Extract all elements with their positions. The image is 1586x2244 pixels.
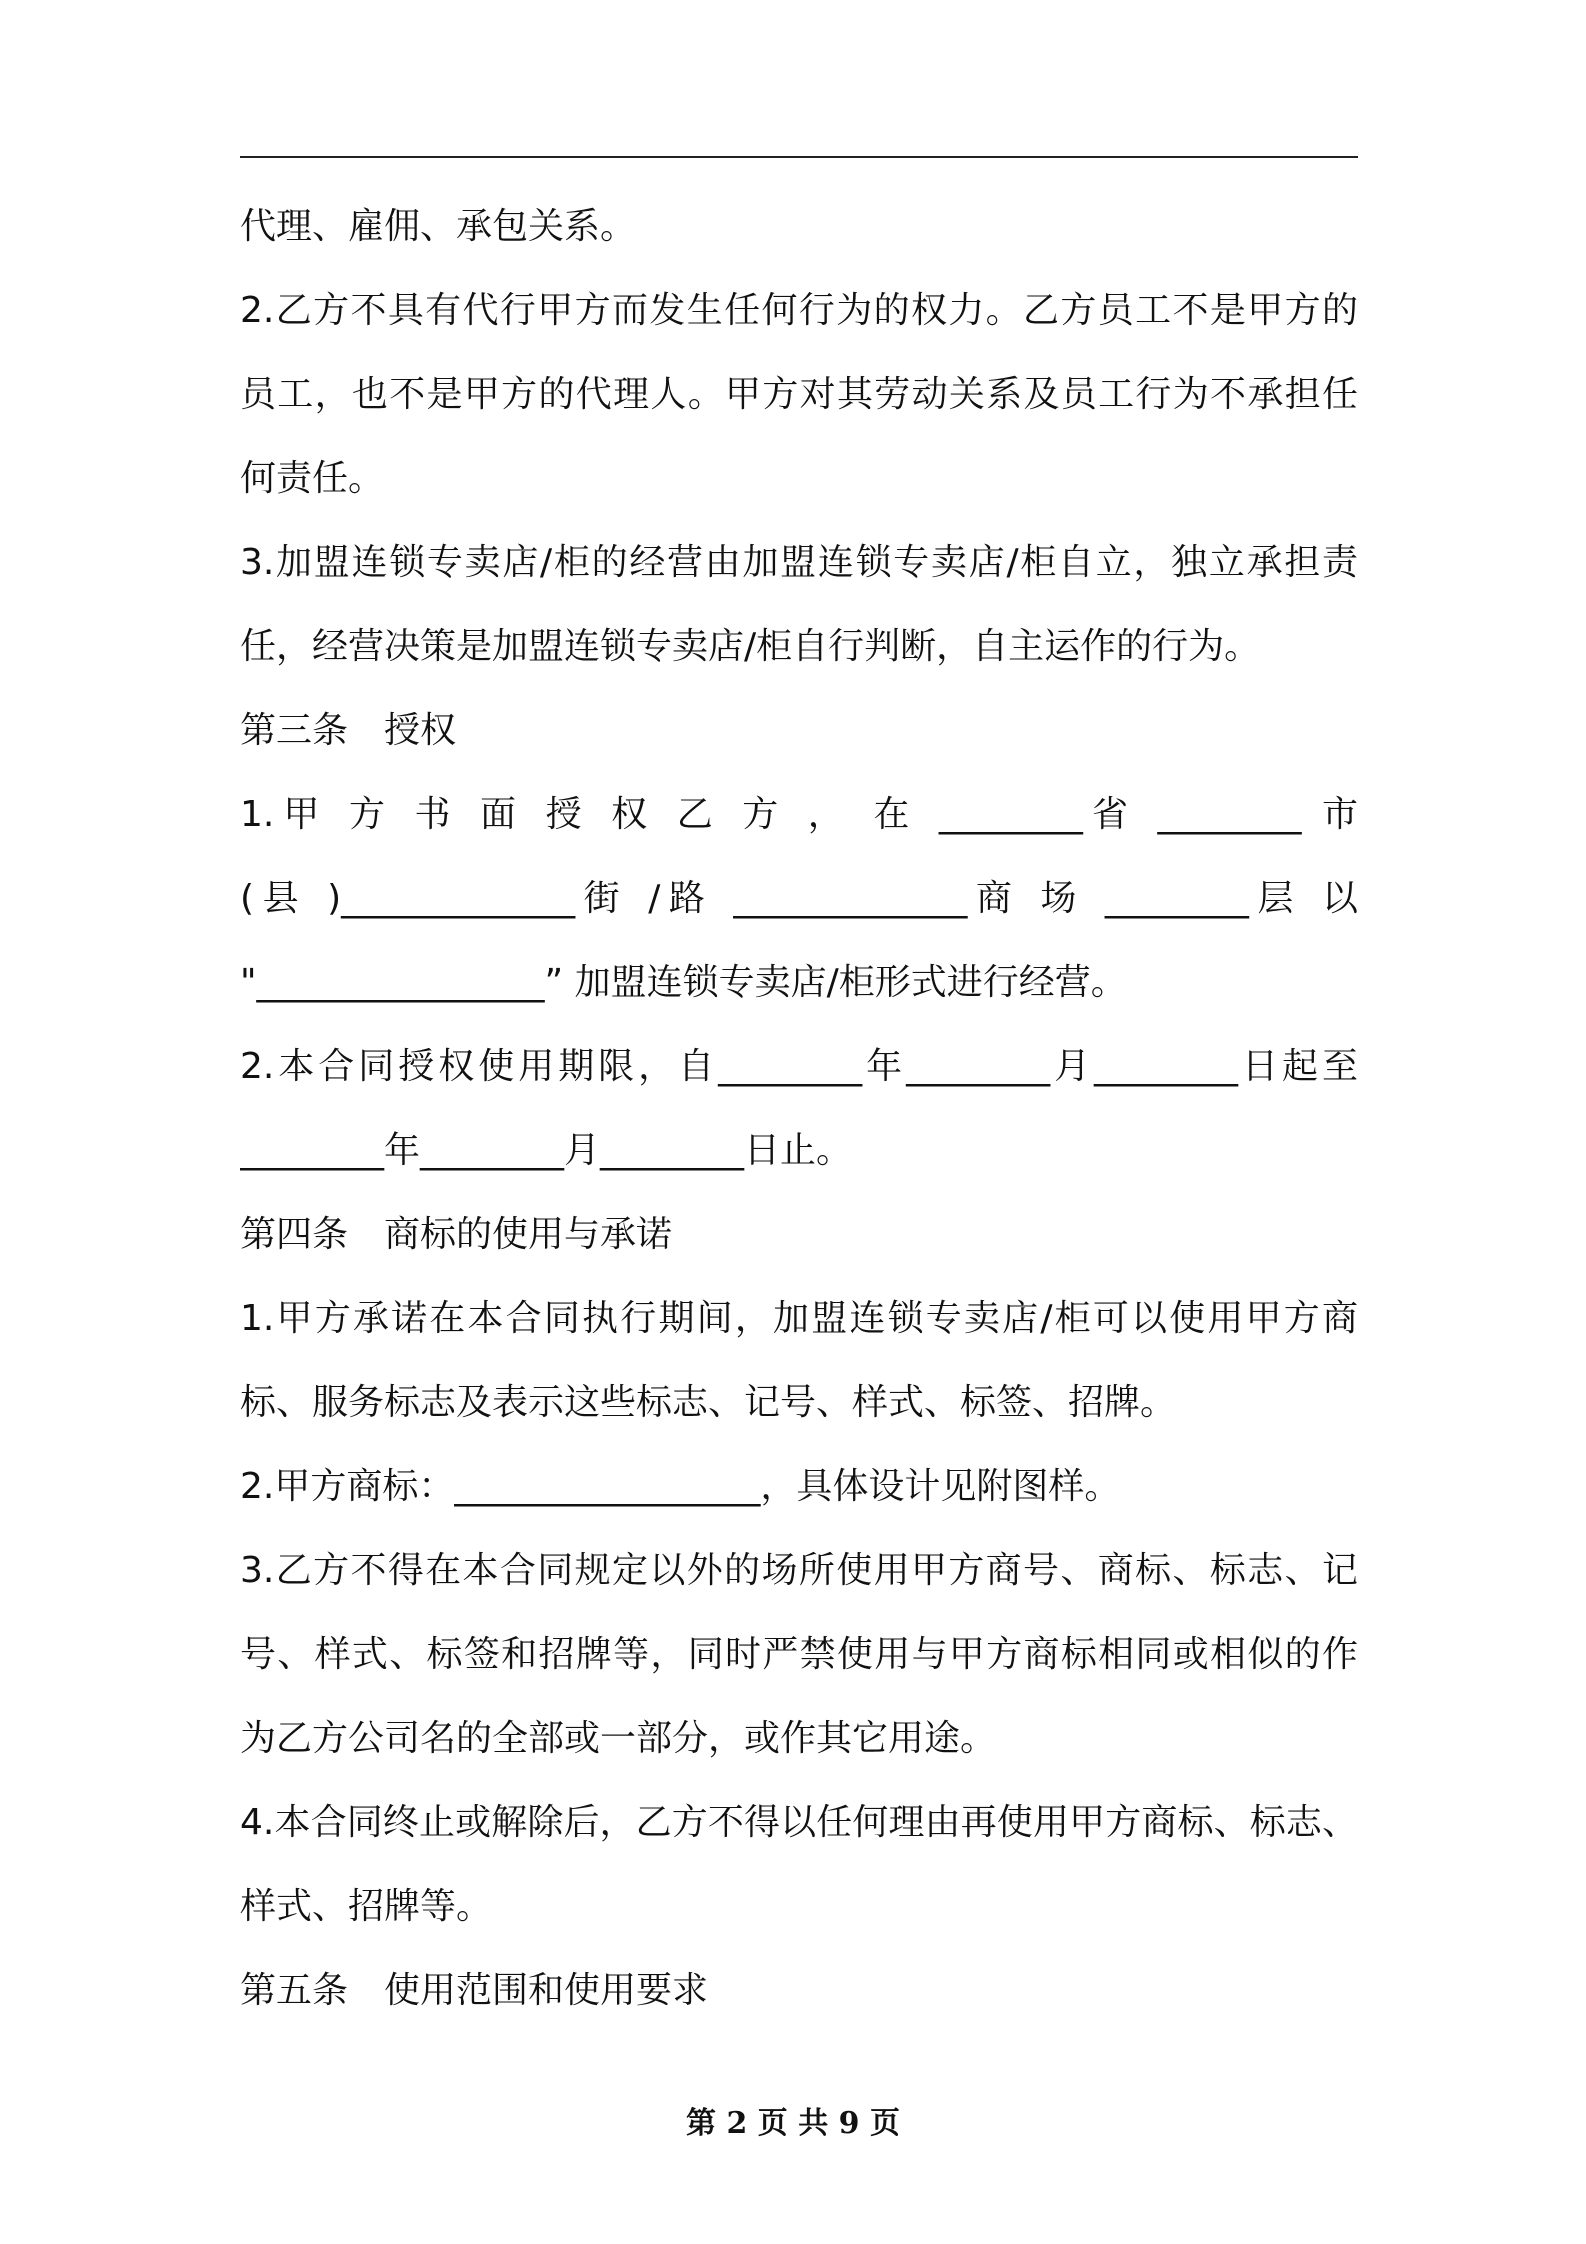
paragraph-line: 3.乙方不得在本合同规定以外的场所使用甲方商号、商标、标志、记 <box>240 1550 1358 1591</box>
document-body <box>240 185 1358 2033</box>
paragraph-line: 2.甲方商标：_________________，具体设计见附图样。 <box>240 1466 1121 1507</box>
paragraph-line: 1.甲方承诺在本合同执行期间，加盟连锁专卖店/柜可以使用甲方商 <box>240 1298 1358 1339</box>
paragraph-line: 任，经营决策是加盟连锁专卖店/柜自行判断，自主运作的行为。 <box>240 626 1261 667</box>
section-heading: 第三条 授权 <box>240 710 457 751</box>
paragraph-line: 员工，也不是甲方的代理人。甲方对其劳动关系及员工行为不承担任 <box>240 374 1358 415</box>
paragraph-line: 1.甲 方 书 面 授 权 乙 方 ， 在 ________省 ________ 市 <box>240 794 1358 835</box>
paragraph-line: 样式、招牌等。 <box>240 1886 493 1927</box>
header-rule <box>240 156 1358 158</box>
section-heading: 第五条 使用范围和使用要求 <box>240 1970 709 2011</box>
page-number-footer: 第 2 页 共 9 页 <box>686 2106 900 2141</box>
paragraph-line: 2.乙方不具有代行甲方而发生任何行为的权力。乙方员工不是甲方的 <box>240 290 1358 331</box>
paragraph-line: (县 )_____________街 /路 _____________商 场 ________层 以 <box>240 878 1358 919</box>
paragraph-line: 为乙方公司名的全部或一部分，或作其它用途。 <box>240 1718 997 1759</box>
paragraph-line: 代理、雇佣、承包关系。 <box>240 206 637 247</box>
section-heading: 第四条 商标的使用与承诺 <box>240 1214 673 1255</box>
paragraph-line: ________年________月________日止。 <box>240 1130 853 1171</box>
paragraph-line: 2.本合同授权使用期限，自________年________月________日起至 <box>240 1046 1358 1087</box>
paragraph-line: 号、样式、标签和招牌等，同时严禁使用与甲方商标相同或相似的作 <box>240 1634 1358 1675</box>
paragraph-line: 3.加盟连锁专卖店/柜的经营由加盟连锁专卖店/柜自立，独立承担责 <box>240 542 1358 583</box>
paragraph-line: 何责任。 <box>240 458 385 499</box>
paragraph-line: "________________” 加盟连锁专卖店/柜形式进行经营。 <box>240 962 1127 1003</box>
paragraph-line: 4.本合同终止或解除后，乙方不得以任何理由再使用甲方商标、标志、 <box>240 1802 1358 1843</box>
paragraph-line: 标、服务标志及表示这些标志、记号、样式、标签、招牌。 <box>240 1382 1177 1423</box>
